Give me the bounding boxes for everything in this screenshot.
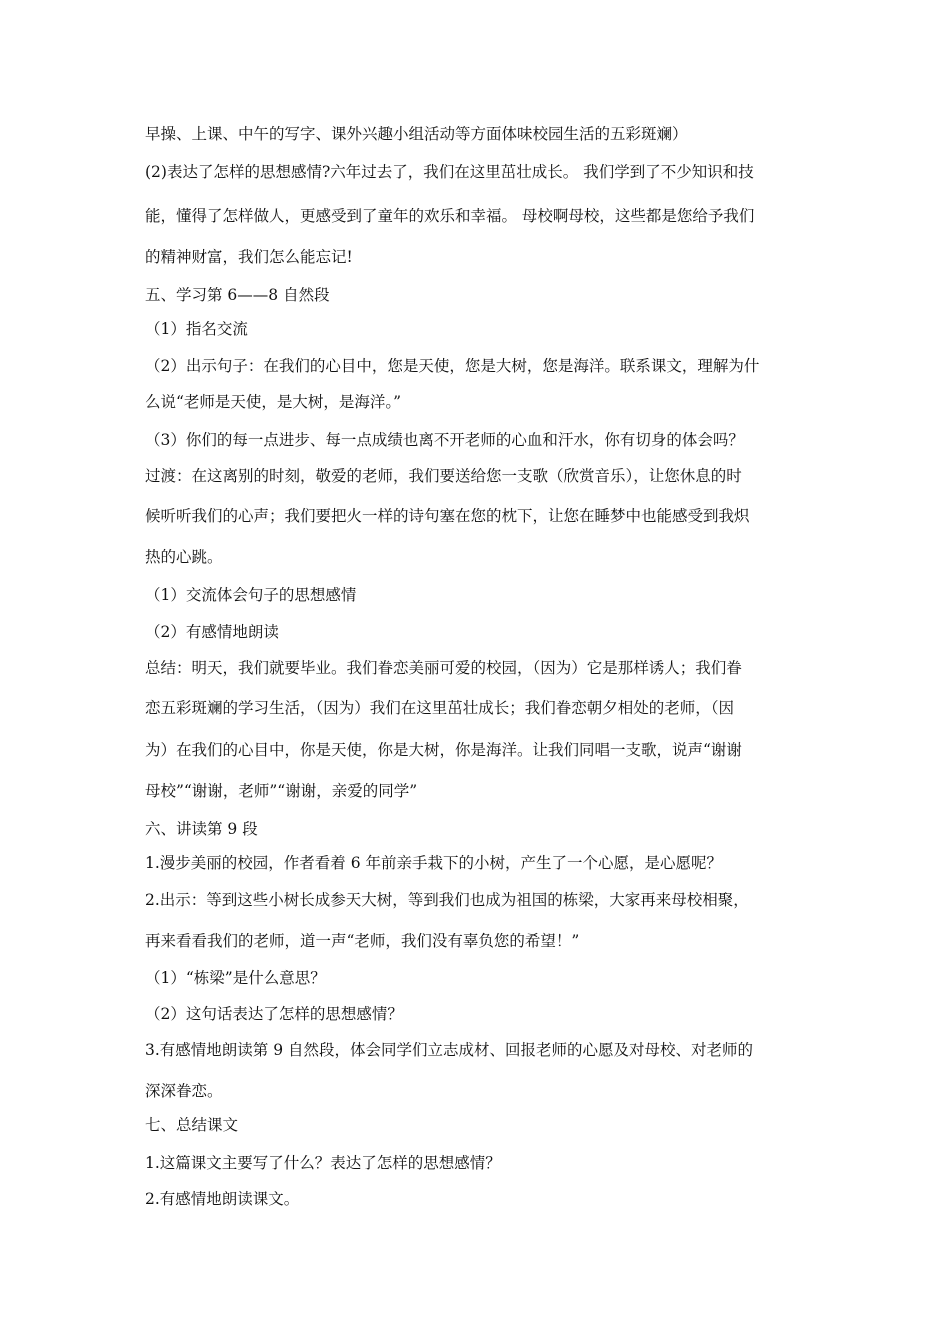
text-line: 母校”“谢谢，老师”“谢谢，亲爱的同学” [145,782,418,800]
text-line: 总结：明天，我们就要毕业。我们眷恋美丽可爱的校园，（因为）它是那样诱人；我们眷 [145,659,742,677]
text-line: （1）指名交流 [145,320,248,338]
text-line: 2.有感情地朗读课文。 [145,1190,300,1208]
text-line: （2）出示句子：在我们的心目中，您是天使，您是大树，您是海洋。联系课文，理解为什 [145,357,760,375]
text-line: （1）交流体会句子的思想感情 [145,586,357,604]
text-line: 1.漫步美丽的校园，作者看着 6 年前亲手栽下的小树，产生了一个心愿，是心愿呢？ [145,854,723,872]
section-heading: 五、学习第 6——8 自然段 [145,286,330,304]
text-line: 为）在我们的心目中，你是天使，你是大树，你是海洋。让我们同唱一支歌，说声“谢谢 [145,741,742,759]
text-line: 候听听我们的心声；我们要把火一样的诗句塞在您的枕下，让您在睡梦中也能感受到我炽 [145,507,750,525]
text-line: （3）你们的每一点进步、每一点成绩也离不开老师的心血和汗水，你有切身的体会吗？ [145,431,744,449]
text-line: 过渡：在这离别的时刻，敬爱的老师，我们要送给您一支歌（欣赏音乐），让您休息的时 [145,467,742,485]
section-heading: 七、总结课文 [145,1116,239,1134]
text-line: （2）有感情地朗读 [145,623,279,641]
text-line: 的精神财富，我们怎么能忘记! [145,248,353,266]
text-line: 热的心跳。 [145,548,223,566]
text-line: 深深眷恋。 [145,1082,223,1100]
text-line: (2)表达了怎样的思想感情?六年过去了，我们在这里茁壮成长。 我们学到了不少知识和技 [145,163,754,181]
text-line: 早操、上课、中午的写字、课外兴趣小组活动等方面体味校园生活的五彩斑斓） [145,125,688,143]
text-line: （1）“栋梁”是什么意思？ [145,969,326,987]
text-line: 再来看看我们的老师，道一声“老师，我们没有辜负您的希望！” [145,932,580,950]
section-heading: 六、讲读第 9 段 [145,820,258,838]
text-line: 1.这篇课文主要写了什么？表达了怎样的思想感情？ [145,1154,501,1172]
text-line: 么说“老师是天使，是大树，是海洋。” [145,393,402,411]
text-line: 3.有感情地朗读第 9 自然段，体会同学们立志成材、回报老师的心愿及对母校、对老师的 [145,1041,754,1059]
text-line: 恋五彩斑斓的学习生活，（因为）我们在这里茁壮成长；我们眷恋朝夕相处的老师，（因 [145,699,735,717]
text-line: 2.出示：等到这些小树长成参天大树，等到我们也成为祖国的栋梁，大家再来母校相聚， [145,891,749,909]
text-line: （2）这句话表达了怎样的思想感情？ [145,1005,403,1023]
text-line: 能，懂得了怎样做人，更感受到了童年的欢乐和幸福。 母校啊母校，这些都是您给予我们 [145,207,755,225]
